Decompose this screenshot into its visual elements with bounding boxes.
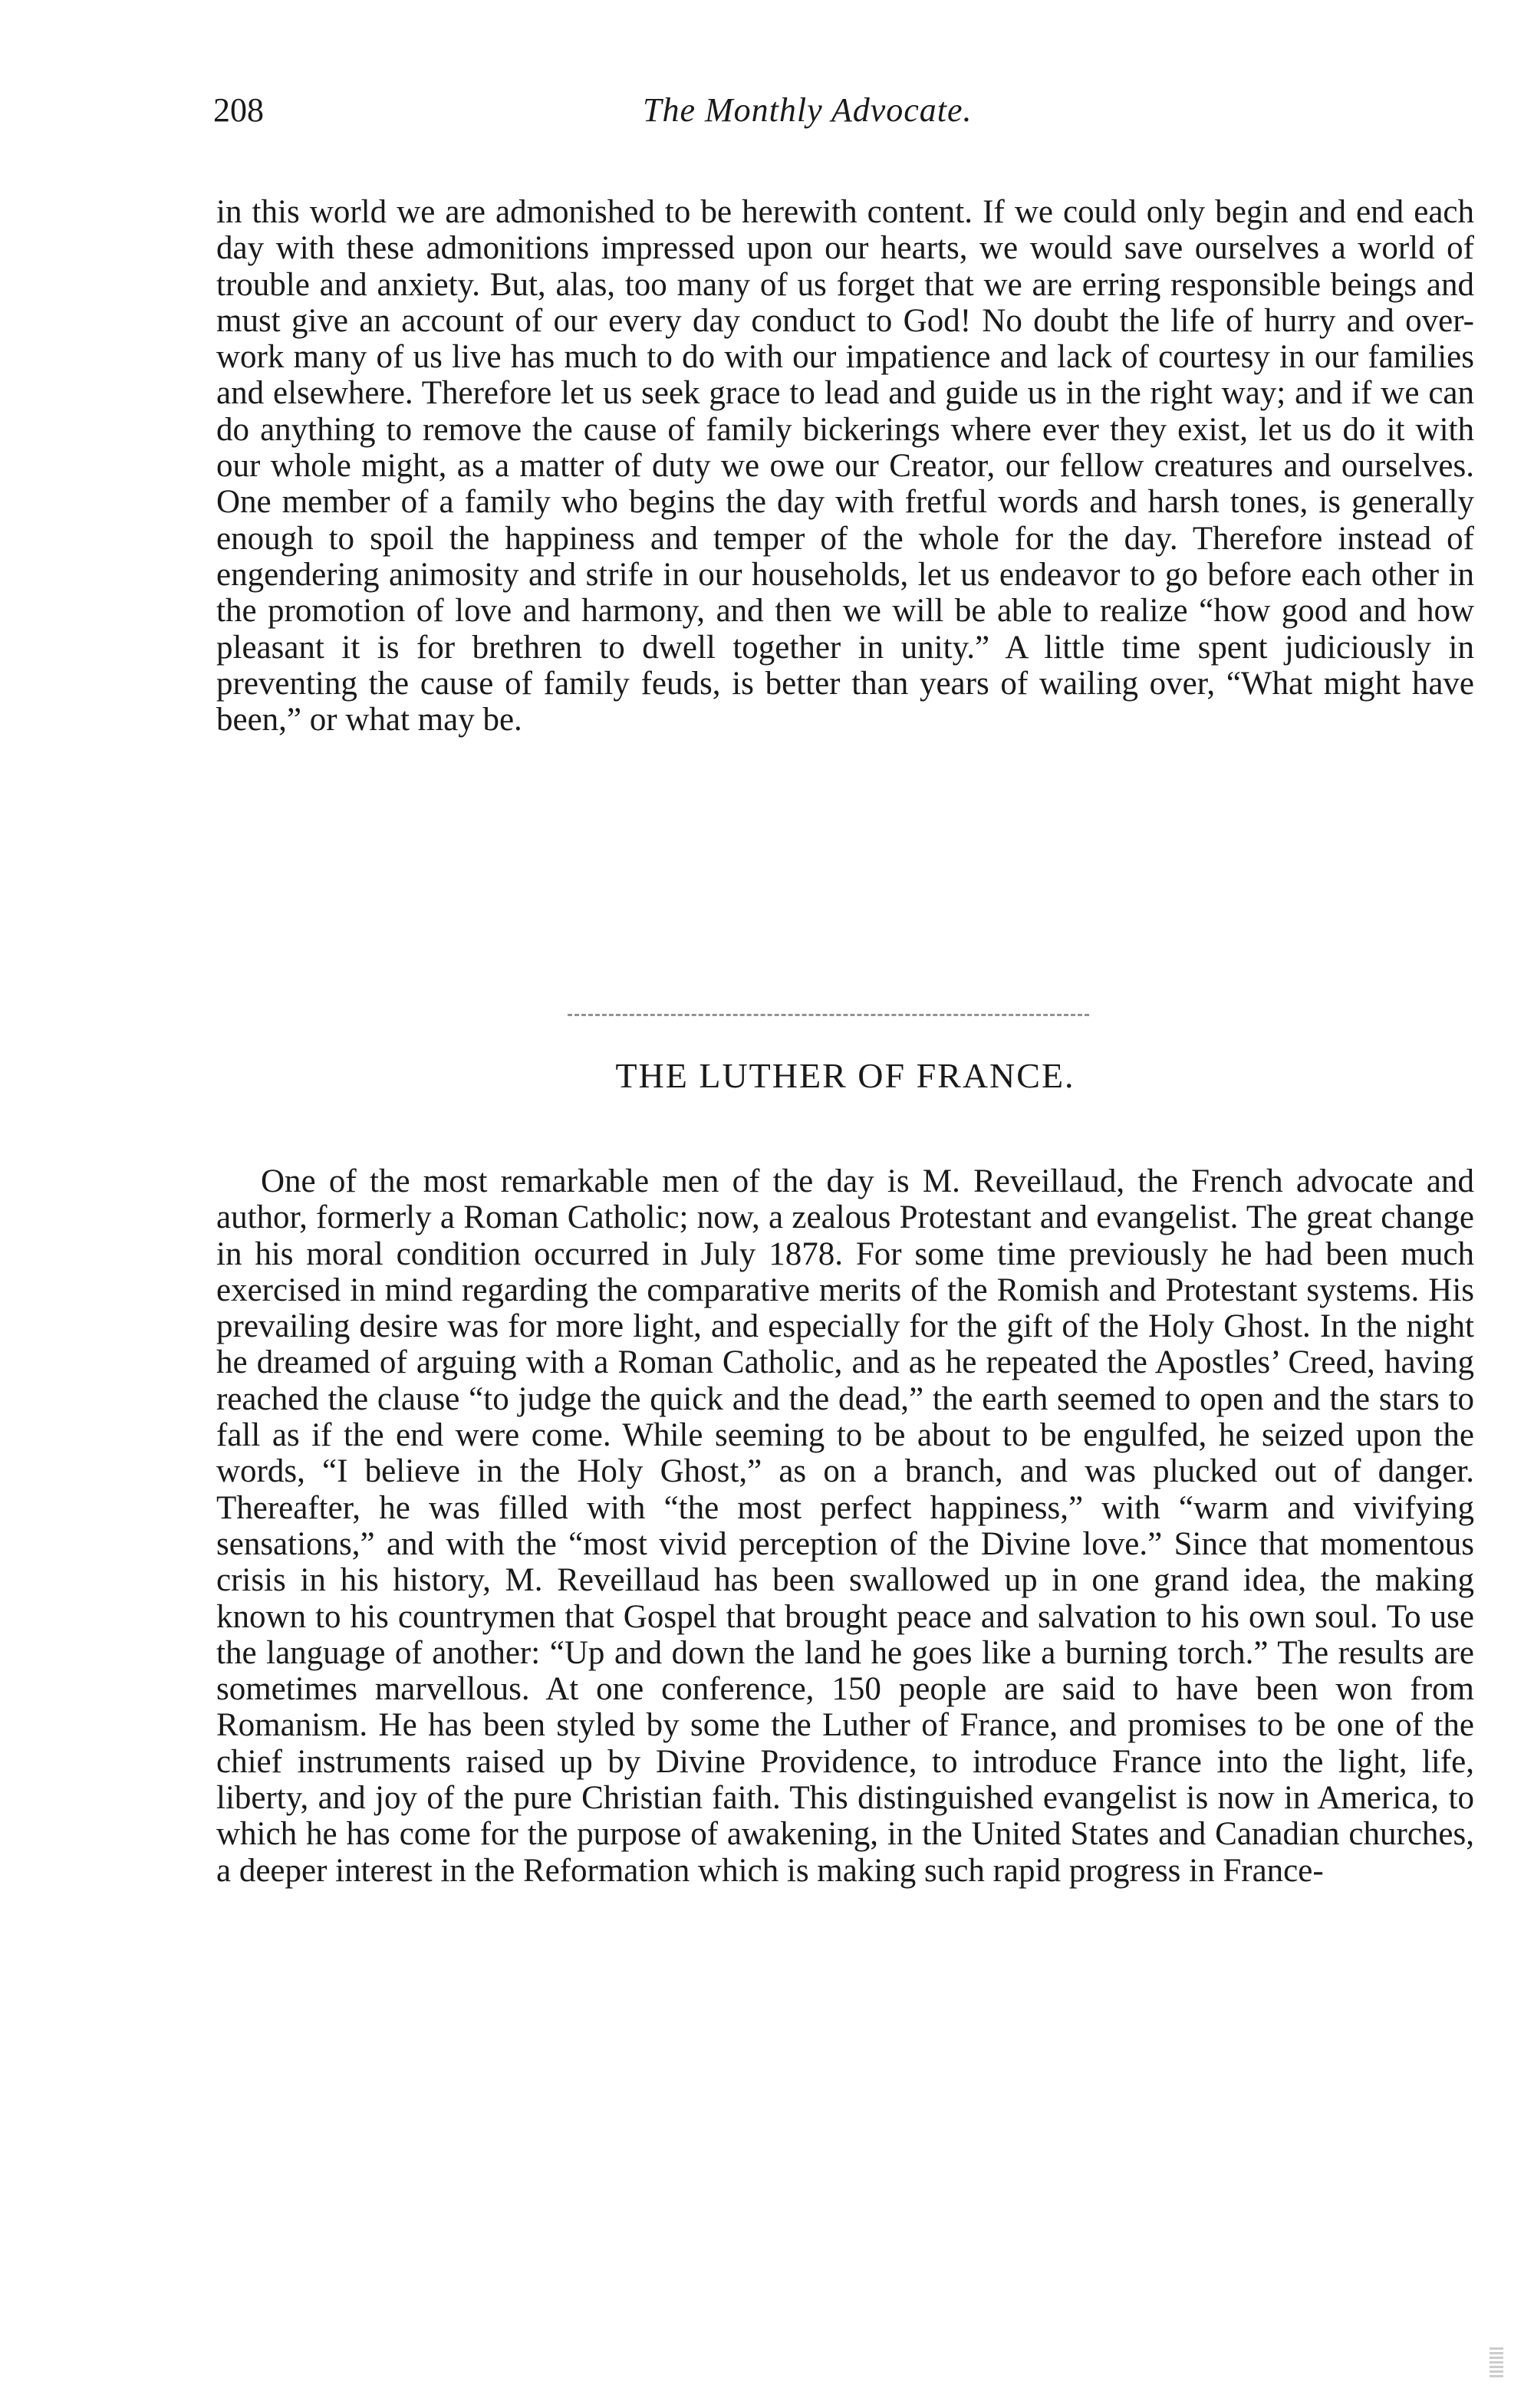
running-title: The Monthly Advocate. bbox=[643, 91, 973, 129]
page-header bbox=[213, 90, 1471, 137]
scan-mark bbox=[1490, 2347, 1503, 2377]
section-divider bbox=[568, 1014, 1089, 1016]
article-2-paragraph: One of the most remarkable men of the day is M. Reveillaud, the French advocate and author, formerly a Roman Catholic; now, a zealous Protestant and evangelist. The great change in his moral condition occurred in July 1878. For some time previously he had been much exercised in mind regarding the comparative merits of the Romish and Protestant systems. His prevailing desire was for more light, and especially for the gift of the Holy Ghost. In the night he dreamed of arguing with a Roman Catholic, and as he repeated the Apostles’ Creed, having reached the clause “to judge the quick and the dead,” the earth seemed to open and the stars to fall as if the end were come. While seeming to be about to be engulfed, he seized upon the words, “I believe in the Holy Ghost,” as on a branch, and was plucked out of danger. Thereafter, he was filled with “the most perfect happiness,” with “warm and vivifying sensations,” and with the “most vivid perception of the Divine love.” Since that momentous crisis in his history, M. Reveillaud has been swallowed up in one grand idea, the making known to his countrymen that Gospel that brought peace and salvation to his own soul. To use the language of another: “Up and down the land he goes like a burning torch.” The results are sometimes marvellous. At one conference, 150 people are said to have been won from Romanism. He has been styled by some the Luther of France, and promises to be one of the chief instruments raised up by Divine Providence, to introduce France into the light, life, liberty, and joy of the pure Christian faith. This distinguished evangelist is now in America, to which he has come for the purpose of awakening, in the United States and Canadian churches, a deeper interest in the Reformation which is making such rapid progress in France- bbox=[216, 1163, 1474, 1889]
article-1-paragraph: in this world we are admonished to be herewith content. If we could only begin and end each day with these admonitions impressed upon our hearts, we would save ourselves a world of trouble and anxiety. But, alas, too many of us forget that we are erring responsible beings and must give an account of our every day conduct to God! No doubt the life of hurry and over-work many of us live has much to do with our impatience and lack of courtesy in our families and elsewhere. Therefore let us seek grace to lead and guide us in the right way; and if we can do anything to remove the cause of family bickerings where ever they exist, let us do it with our whole might, as a matter of duty we owe our Creator, our fellow creatures and ourselves. One member of a family who begins the day with fretful words and harsh tones, is generally enough to spoil the happiness and temper of the whole for the day. Therefore instead of engendering animosity and strife in our households, let us endeavor to go before each other in the promotion of love and harmony, and then we will be able to realize “how good and how pleasant it is for brethren to dwell together in unity.” A little time spent judiciously in preventing the cause of family feuds, is better than years of wailing over, “What might have been,” or what may be. bbox=[216, 194, 1474, 739]
page-number: 208 bbox=[213, 91, 264, 129]
article-2-title: THE LUTHER OF FRANCE. bbox=[615, 1056, 1075, 1095]
